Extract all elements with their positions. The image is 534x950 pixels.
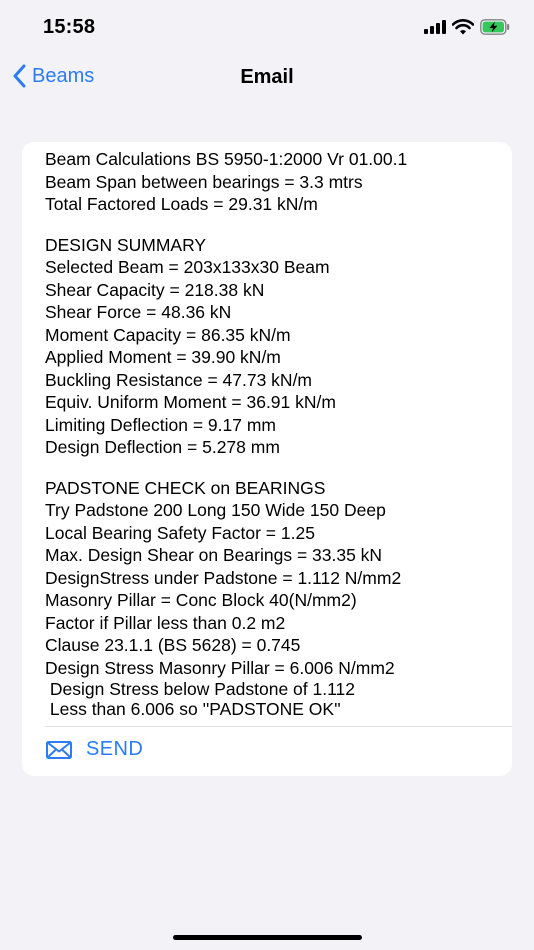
calculation-body [45, 148, 498, 719]
status-time: 15:58 [43, 16, 96, 38]
status-bar [0, 0, 534, 54]
calc-line: Masonry Pillar = Conc Block 40(N/mm2) [45, 590, 357, 610]
calc-line: Try Padstone 200 Long 150 Wide 150 Deep [45, 500, 386, 520]
calc-line: Design Deflection = 5.278 mm [45, 437, 280, 457]
calc-line: Moment Capacity = 86.35 kN/m [45, 324, 291, 345]
status-icons [424, 19, 510, 35]
padstone-note: Less than 6.006 so ''PADSTONE OK'' [45, 699, 341, 719]
calc-line: Limiting Deflection = 9.17 mm [45, 414, 277, 435]
back-label: Beams [32, 64, 95, 87]
calc-line: Shear Capacity = 218.38 kN [45, 279, 265, 300]
page-title: Email [240, 66, 294, 88]
calc-line: Factor if Pillar less than 0.2 m2 [45, 612, 286, 633]
send-button[interactable] [46, 738, 143, 761]
calc-line: Max. Design Shear on Bearings = 33.35 kN [45, 545, 383, 565]
calc-line: Local Bearing Safety Factor = 1.25 [45, 522, 315, 543]
battery-charging-icon [480, 19, 510, 35]
calc-line: Clause 23.1.1 (BS 5628) = 0.745 [45, 635, 301, 655]
padstone-note: Design Stress below Padstone of 1.112 [45, 679, 356, 699]
envelope-icon [46, 741, 72, 759]
calc-line: Selected Beam = 203x133x30 Beam [45, 257, 330, 277]
calc-line: Applied Moment = 39.90 kN/m [45, 347, 281, 367]
email-preview-card [22, 142, 512, 776]
calc-line: Equiv. Uniform Moment = 36.91 kN/m [45, 392, 336, 412]
calc-line: Total Factored Loads = 29.31 kN/m [45, 194, 318, 214]
calc-line: Design Stress Masonry Pillar = 6.006 N/mm2 [45, 657, 395, 678]
cellular-signal-icon [424, 20, 446, 34]
send-label: SEND [86, 738, 144, 760]
divider [45, 726, 512, 727]
calc-line: Beam Calculations BS 5950-1:2000 Vr 01.00.1 [45, 149, 408, 169]
navigation-bar [0, 54, 534, 102]
padstone-check-heading: PADSTONE CHECK on BEARINGS [45, 477, 326, 498]
home-indicator [173, 935, 362, 940]
design-summary-heading: DESIGN SUMMARY [45, 234, 207, 255]
calc-line: Buckling Resistance = 47.73 kN/m [45, 369, 313, 390]
calc-line: Beam Span between bearings = 3.3 mtrs [45, 171, 363, 192]
calc-line: Shear Force = 48.36 kN [45, 302, 232, 322]
calc-line: DesignStress under Padstone = 1.112 N/mm2 [45, 567, 402, 588]
wifi-icon [452, 19, 474, 35]
